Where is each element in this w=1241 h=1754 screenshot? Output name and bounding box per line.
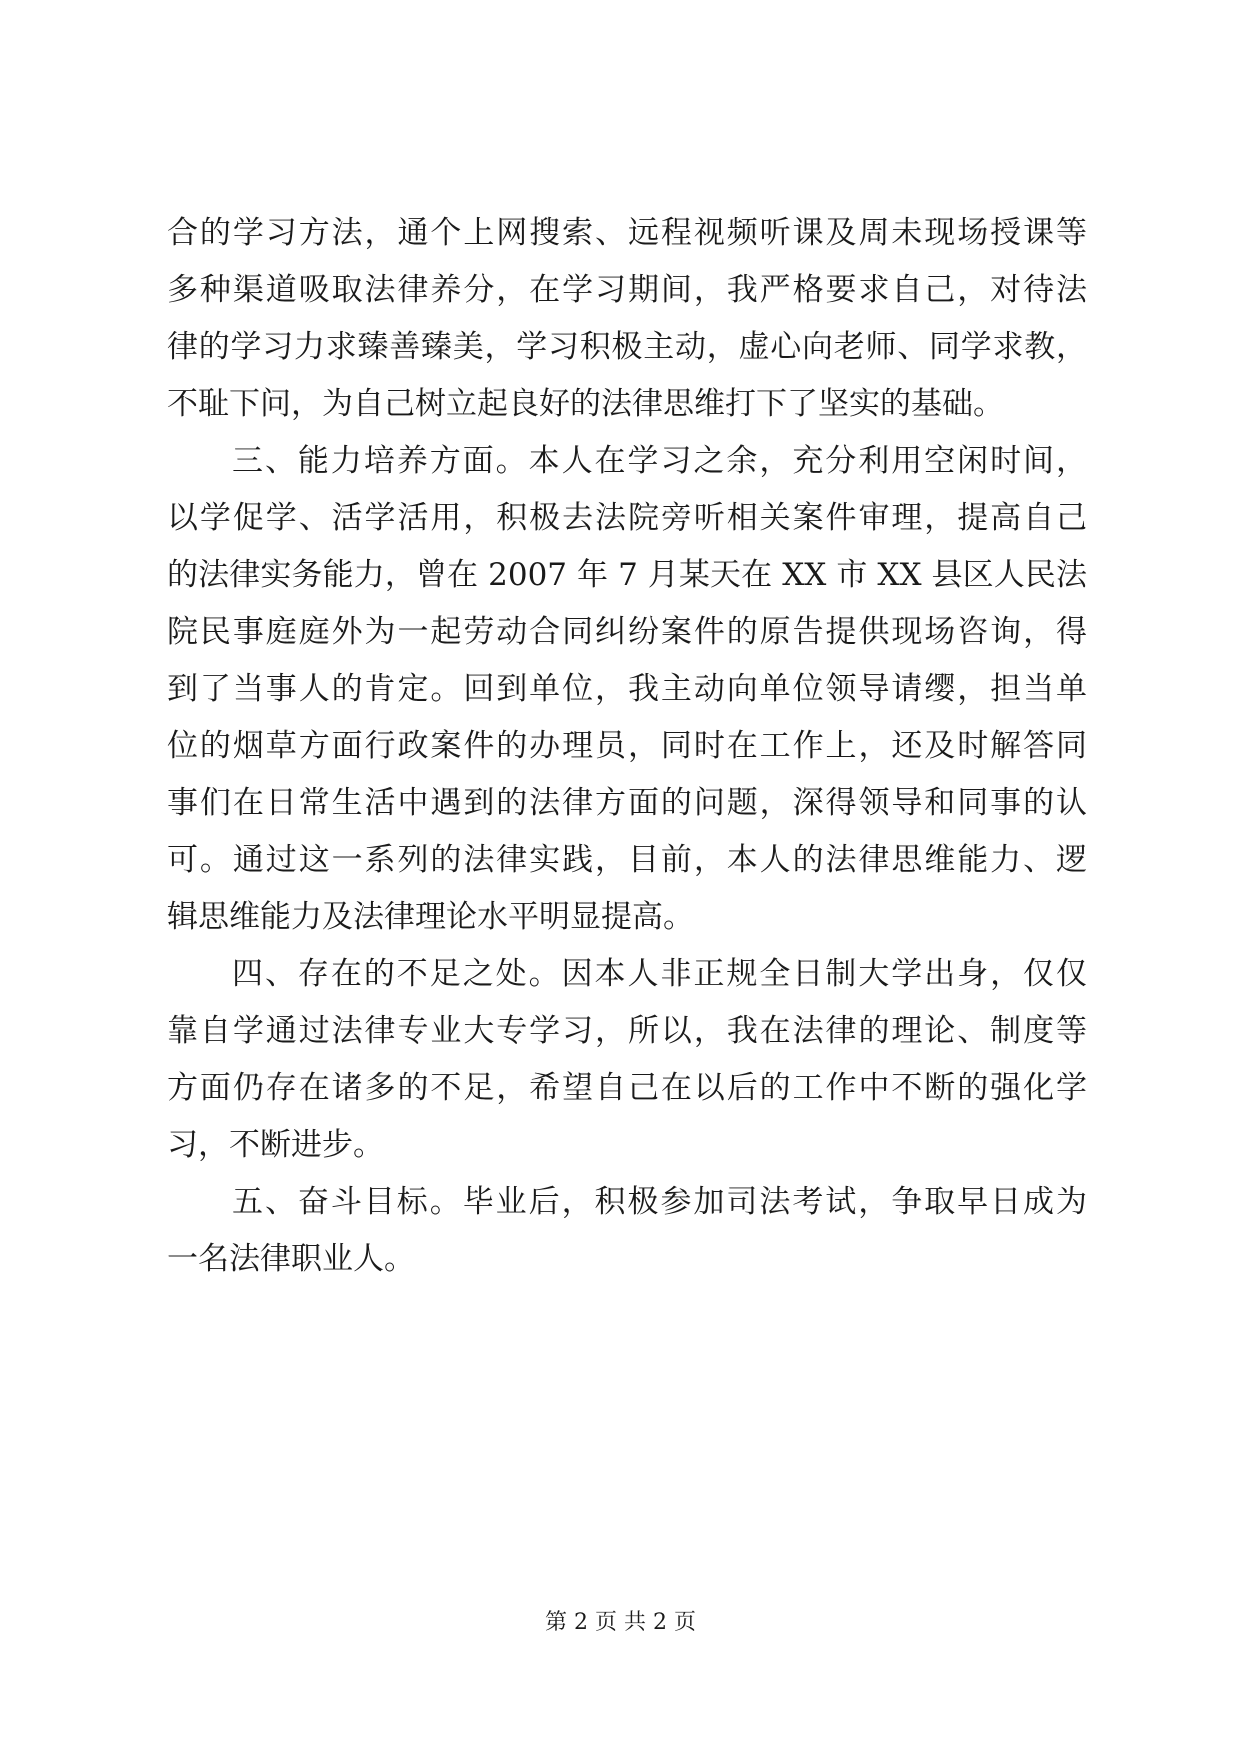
paragraph-line: 律的学习力求臻善臻美，学习积极主动，虚心向老师、同学求教，: [167, 329, 1087, 365]
paragraph-line: 位的烟草方面行政案件的办理员，同时在工作上，还及时解答同: [167, 728, 1087, 764]
paragraph-line: 的法律实务能力，曾在 2007 年 7 月某天在 XX 市 XX 县区人民法: [167, 557, 1087, 593]
paragraph-line: 以学促学、活学活用，积极去法院旁听相关案件审理，提高自己: [167, 500, 1087, 536]
paragraph-line: 事们在日常生活中遇到的法律方面的问题，深得领导和同事的认: [167, 785, 1087, 821]
paragraph-line: 一名法律职业人。: [167, 1241, 415, 1277]
paragraph-line: 靠自学通过法律专业大专学习，所以，我在法律的理论、制度等: [167, 1013, 1087, 1049]
paragraph-line: 多种渠道吸取法律养分，在学习期间，我严格要求自己，对待法: [167, 272, 1087, 308]
paragraph-line: 到了当事人的肯定。回到单位，我主动向单位领导请缨，担当单: [167, 671, 1087, 707]
section-4-heading-line: 四、存在的不足之处。因本人非正规全日制大学出身，仅仅: [232, 956, 1087, 992]
page-number-footer: 第 2 页 共 2 页: [545, 1610, 696, 1635]
paragraph-line: 不耻下问，为自己树立起良好的法律思维打下了坚实的基础。: [167, 386, 1004, 422]
section-5-heading-line: 五、奋斗目标。毕业后，积极参加司法考试，争取早日成为: [232, 1184, 1087, 1220]
section-3-heading-line: 三、能力培养方面。本人在学习之余，充分利用空闲时间，: [232, 443, 1087, 479]
paragraph-line: 可。通过这一系列的法律实践，目前，本人的法律思维能力、逻: [167, 842, 1087, 878]
paragraph-line: 合的学习方法，通个上网搜索、远程视频听课及周未现场授课等: [167, 215, 1087, 251]
paragraph-line: 习，不断进步。: [167, 1127, 384, 1163]
paragraph-line: 方面仍存在诸多的不足，希望自己在以后的工作中不断的强化学: [167, 1070, 1087, 1106]
paragraph-line: 辑思维能力及法律理论水平明显提高。: [167, 899, 694, 935]
paragraph-line: 院民事庭庭外为一起劳动合同纠纷案件的原告提供现场咨询，得: [167, 614, 1087, 650]
